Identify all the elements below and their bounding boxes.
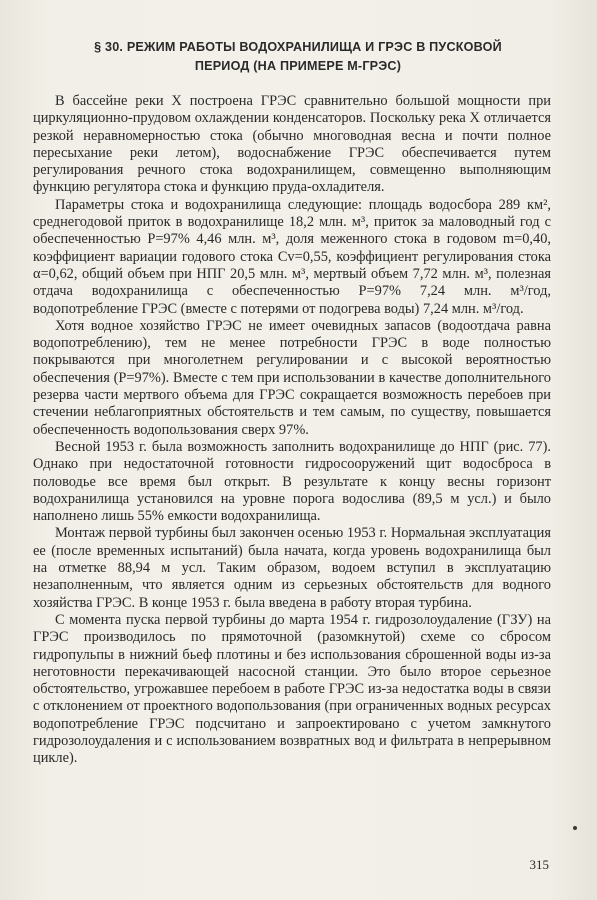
- margin-dot: [573, 826, 577, 830]
- section-heading: [48, 38, 548, 76]
- paragraph-2: Параметры стока и водохранилища следующие: площадь водосбора 289 км², среднегодовой приток в водохранилище 18,2 млн. м³, приток за маловодный год с обеспеченностью P=97% 4,46 млн. м³, доля меженного стока в годовом m=0,40, коэффициент вариации годового стока Cv=0,55, коэффициент регулирования стока α=0,62, общий объем при НПГ 20,5 млн. м³, мертвый объем 7,72 млн. м³, полезная отдача водохранилища с обеспеченностью P=97% 7,24 млн. м³/год, водопотребление ГРЭС (вместе с потерями от подогрева воды) 7,24 млн. м³/год.: [33, 196, 551, 317]
- paragraph-1: В бассейне реки Х построена ГРЭС сравнительно большой мощности при циркуляционно-прудовом охлаждении конденсаторов. Поскольку река Х отличается резкой неравномерностью стока (обычно многоводная весна и почти полное пересыхание реки летом), водоснабжение ГРЭС обеспечивается путем регулирования речного стока водохранилищем, совмещенно выполняющим функцию регулятора стока и функцию пруда-охладителя.: [33, 93, 551, 196]
- paragraph-6: С момента пуска первой турбины до марта 1954 г. гидрозолоудаление (ГЗУ) на ГРЭС производилось по прямоточной (разомкнутой) схеме со сбросом гидропульпы в нижний бьеф плотины и без использования сброшенной воды из-за неготовности перекачивающей насосной станции. Это было второе серьезное обстоятельство, угрожавшее перебоем в работе ГРЭС из-за недостатка воды в связи с отклонением от проектного водопользования (при ограниченных водных ресурсах водопотребление ГРЭС подсчитано и запроектировано с учетом замкнутого гидрозолоудаления и с использованием возвратных вод и фильтрата в непрерывном цикле).: [33, 611, 551, 767]
- section-heading-line-1: § 30. РЕЖИМ РАБОТЫ ВОДОХРАНИЛИЩА И ГРЭС В ПУСКОВОЙ: [94, 40, 502, 54]
- paragraph-4: Весной 1953 г. была возможность заполнить водохранилище до НПГ (рис. 77). Однако при недостаточной готовности гидросооружений щит водосброса в половодье все время был открыт. В результате к концу весны горизонт водохранилища установился на уровне порога водослива (89,5 м усл.) и было наполнено лишь 55% емкости водохранилища.: [33, 438, 551, 525]
- body-text: [33, 93, 551, 768]
- paragraph-3: Хотя водное хозяйство ГРЭС не имеет очевидных запасов (водоотдача равна водопотреблению), тем не менее потребности ГРЭС в воде полностью покрываются при многолетнем регулировании и с высокой вероятностью обеспечения (P=97%). Вместе с тем при использовании в качестве дополнительного резерва части мертвого объема для ГРЭС сокращается возможность перебоев при стечении неблагоприятных обстоятельств и тем самым, по существу, повышается обеспеченность водопользования сверх 97%.: [33, 317, 551, 438]
- paragraph-5: Монтаж первой турбины был закончен осенью 1953 г. Нормальная эксплуатация ее (после временных испытаний) была начата, когда уровень водохранилища был на отметке 88,94 м усл. Таким образом, водоем вступил в эксплуатацию незаполненным, что является одним из серьезных обстоятельств для водного хозяйства ГРЭС. В конце 1953 г. была введена в работу вторая турбина.: [33, 525, 551, 611]
- page-number: 315: [529, 857, 549, 872]
- section-heading-line-2: ПЕРИОД (НА ПРИМЕРЕ М-ГРЭС): [194, 59, 402, 73]
